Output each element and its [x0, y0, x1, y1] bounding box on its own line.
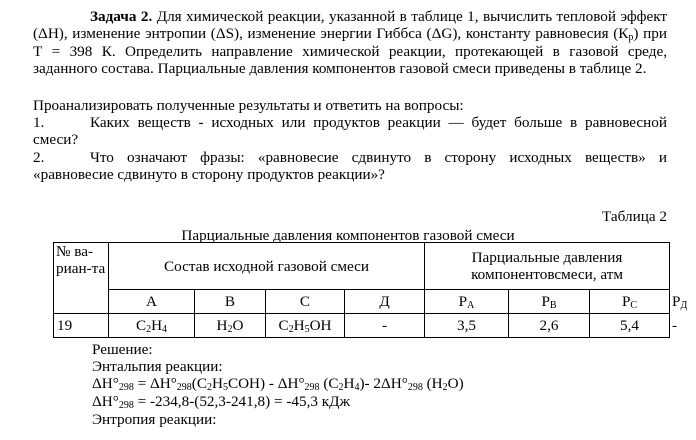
- cell-d: -: [345, 314, 425, 338]
- cell-c: $С_2Н_5ОН$: [266, 314, 345, 338]
- variant-header: № ва-риан-та: [54, 243, 109, 314]
- cell-variant: 19: [54, 314, 109, 338]
- subheader-c: С: [266, 290, 345, 314]
- task-label: Задача 2.: [90, 8, 153, 25]
- partial-pressure-table: [53, 242, 688, 338]
- analyze-instruction: Проанализировать полученные результаты и ответить на вопросы:: [33, 97, 464, 114]
- question-2: [33, 149, 667, 184]
- enthalpy-heading: Энтальпия реакции:: [92, 358, 223, 375]
- table-subheader-row: А В С Д $Р_А$ $Р_В$ $Р_С$ $Р_Д$: [54, 290, 670, 314]
- enthalpy-formula: $\Delta Н^\circ_{298} = \Delta Н^\circ_{298}(С_2Н_5СОН) - \Delta Н^\circ_{298}$ $(С_2Н_4)-$ $2\Delta Н^\circ_{298}$ $(Н_2О)$: [92, 375, 464, 393]
- question-2-number: 2.: [33, 149, 45, 166]
- question-2-text: Что означают фразы: «равновесие сдвинуто в сторону исходных веществ» и «равновесие сдвинуто в сторону продуктов реакции»?: [33, 149, 667, 184]
- pressure-header: Парциальные давления компонентовсмеси, атм: [425, 243, 670, 290]
- subheader-d: Д: [345, 290, 425, 314]
- cell-a: $С_2Н_4$: [109, 314, 195, 338]
- cell-pc: 5,4: [590, 314, 670, 338]
- question-1-number: 1.: [33, 114, 45, 131]
- table-caption: Парциальные давления компонентов газовой смеси: [181, 227, 515, 244]
- question-1-text: Каких веществ - исходных или продуктов реакции — будет больше в равновесной смеси?: [33, 114, 667, 149]
- subheader-pa: $Р_А$: [425, 290, 509, 314]
- cell-pb: 2,6: [509, 314, 590, 338]
- composition-header: Состав исходной газовой смеси: [109, 243, 425, 290]
- enthalpy-result: $\Delta Н^\circ_{298} = -234,8-(52,3-241,8) = -45,3$ кДж: [92, 393, 351, 411]
- entropy-heading: Энтропия реакции:: [92, 411, 217, 428]
- task-intro: [33, 8, 667, 78]
- table-label: Таблица 2: [602, 208, 667, 225]
- subheader-pc: $Р_С$: [590, 290, 670, 314]
- subheader-b: В: [195, 290, 266, 314]
- cell-b: $Н_2О$: [195, 314, 266, 338]
- cell-pa: 3,5: [425, 314, 509, 338]
- task-intro-text: Для химической реакции, указанной в таблице 1, вычислить тепловой эффект (ΔН), изменение энтропии (ΔS), изменение энергии Гиббса (ΔG), константу равновесия (К: [33, 8, 668, 43]
- table-header-row: [54, 243, 670, 290]
- question-1: [33, 114, 667, 149]
- subheader-a: А: [109, 290, 195, 314]
- kp-subscript: р: [628, 32, 634, 44]
- task-intro-tail: ) при Т = 398 К. Определить направление химической реакции, протекающей в газовой среде, заданного состава. Парциальные давления компонентов газовой смеси приведены в таблице 2.: [33, 25, 667, 78]
- subheader-pb: $Р_В$: [509, 290, 590, 314]
- solution-heading: Решение:: [92, 341, 153, 358]
- table-row: 19 $С_2Н_4$ $Н_2О$ $С_2Н_5ОН$ - 3,5 2,6 5,4 -: [54, 314, 670, 338]
